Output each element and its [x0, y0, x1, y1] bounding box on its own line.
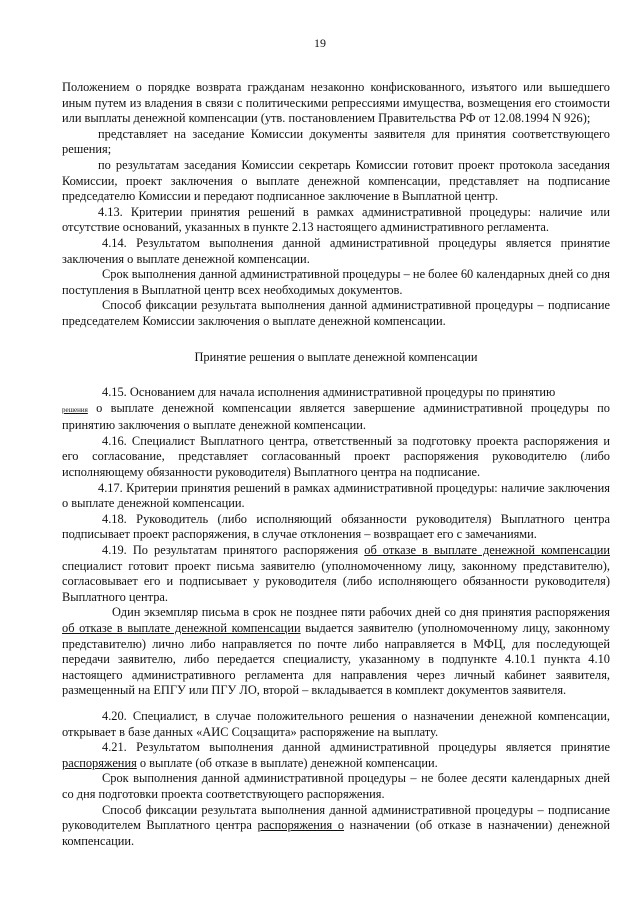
paragraph-4-17: 4.17. Критерии принятия решений в рамках административной процедуры: наличие заключения о выплате денежной компенсации. — [62, 480, 610, 511]
small-word-decision: решения — [62, 405, 88, 414]
paragraph-letter-copy-end: выдается заявителю (уполномоченному лицу, законному представителю) лично либо направляется по почте либо направляется в МФЦ, для последующей передачи заявителю, либо передается специалисту, указанному в подпункте 4.10.1 пункта 4.10 настоящего административного регламента для направления через личный кабинет заявителя, размещенный на ЕПГУ или ПГУ ЛО, второй – вкладывается в комплект документов заявителя. — [62, 621, 610, 698]
paragraph-4-19-end: специалист готовит проект письма заявителю (уполномоченному лицу, законному представителю), согласовывает его и подписывает у руководителя (либо исполняющего обязанности руководителя) Выплатного центра. — [62, 558, 610, 604]
paragraph-4-13: 4.13. Критерии принятия решений в рамках административной процедуры: наличие или отсутствие оснований, указанных в пункте 2.13 настоящего административного регламента. — [62, 204, 610, 235]
underlined-order-of: распоряжения о — [257, 818, 345, 833]
paragraph-4-20: 4.20. Специалист, в случае положительного решения о назначении денежной компенсации, открывает в базе данных «АИС Соцзащита» распоряжение на выплату. — [62, 708, 610, 739]
paragraph-letter-copy — [62, 605, 610, 699]
paragraph-term-10-days: Срок выполнения данной административной процедуры – не более десяти календарных дней со дня подготовки проекта соответствующего распоряжения. — [62, 771, 610, 801]
paragraph-4-21-end: о выплате (об отказе в выплате) денежной компенсации. — [139, 755, 438, 770]
paragraph-4-14: 4.14. Результатом выполнения данной административной процедуры является принятие заключения о выплате денежной компенсации. — [62, 235, 610, 266]
paragraph-4-15-start: 4.15. Основанием для начала исполнения административной процедуры по принятию — [102, 385, 556, 400]
paragraph-4-18: 4.18. Руководитель (либо исполняющий обязанности руководителя) Выплатного центра подписывает проект распоряжения, в случае отклонения – возвращает его с замечаниями. — [62, 511, 610, 542]
paragraph-fixation-2-end: назначении (об отказе в назначении) денежной компенсации. — [62, 818, 610, 848]
paragraph-commission-results: по результатам заседания Комиссии секретарь Комиссии готовит проект протокола заседания Комиссии, проект заключения о выплате денежной компенсации, представляет на подписание председателю Комиссии и передают подписанное заключение в Выплатной центр. — [62, 157, 610, 204]
section-heading: Принятие решения о выплате денежной компенсации — [194, 349, 478, 364]
paragraph-4-16: 4.16. Специалист Выплатного центра, ответственный за подготовку проекта распоряжения и его согласование, представляет согласованный проект распоряжения руководителю (либо исполняющему обязанности руководителя) Выплатного центра на подписание. — [62, 433, 610, 480]
paragraph-term-60-days: Срок выполнения данной административной процедуры – не более 60 календарных дней со дня поступления в Выплатной центр всех необходимых документов. — [62, 267, 610, 297]
paragraph-fixation-2-start: Способ фиксации результата выполнения данной административной процедуры – подписание руководителем Выплатного центра — [62, 802, 610, 833]
underlined-refusal-2: об отказе в выплате денежной компенсации — [62, 621, 301, 635]
paragraph-submits-documents: представляет на заседание Комиссии документы заявителя для принятия соответствующего решения; — [62, 126, 610, 157]
paragraph-fixation-method-1: Способ фиксации результата выполнения данной административной процедуры – подписание председателем Комиссии заключения о выплате денежной компенсации. — [62, 298, 610, 328]
page-number: 19 — [314, 36, 326, 50]
paragraph-4-21 — [62, 740, 610, 771]
document-body — [62, 80, 610, 849]
underlined-refusal-1: об отказе в выплате денежной компенсации — [364, 543, 610, 558]
underlined-order: распоряжения — [62, 755, 137, 770]
paragraph-4-15-end: о выплате денежной компенсации является завершение административной процедуры по принятию заключения о выплате денежной компенсации. — [62, 400, 610, 433]
paragraph-4-15 — [62, 385, 610, 434]
paragraph-4-19 — [62, 543, 610, 605]
paragraph-fixation-method-2 — [62, 803, 610, 850]
paragraph-4-21-start: 4.21. Результатом выполнения данной административной процедуры является принятие — [102, 740, 610, 755]
paragraph-regulation-reference: Положением о порядке возврата гражданам незаконно конфискованного, изъятого или вышедшего иным путем из владения в связи с политическими репрессиями имущества, возмещения его стоимости или выплаты денежной компенсации (утв. постановлением Правительства РФ от 12.08.1994 N 926); — [62, 80, 610, 126]
paragraph-4-19-start: 4.19. По результатам принятого распоряжения — [102, 543, 359, 558]
paragraph-letter-copy-start: Один экземпляр письма в срок не позднее пяти рабочих дней со дня принятия распоряжения — [112, 605, 610, 620]
